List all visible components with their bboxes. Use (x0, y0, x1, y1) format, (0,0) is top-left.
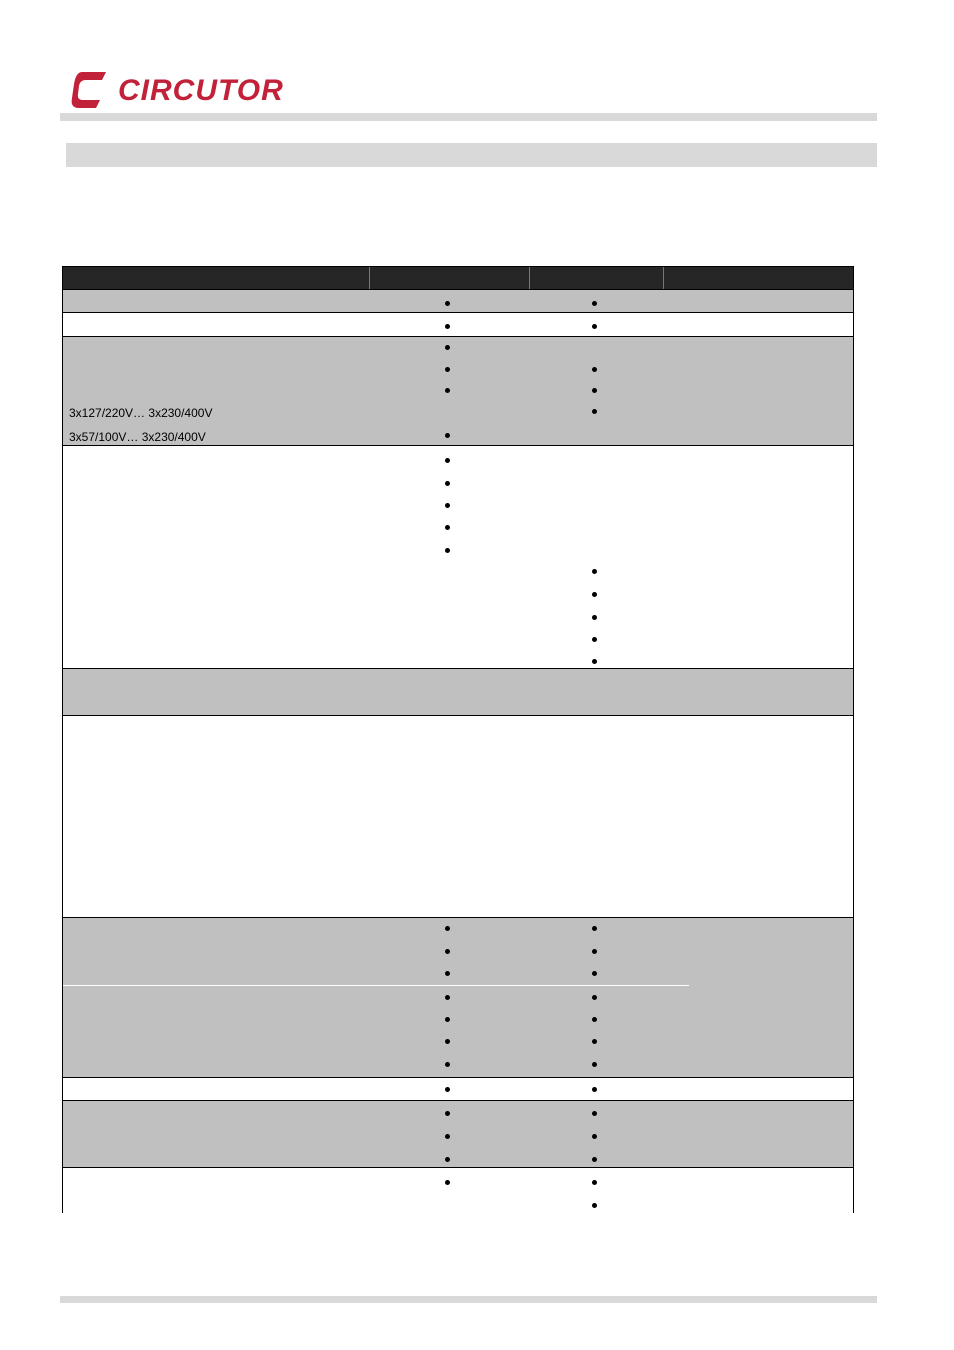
section-title-bar (66, 143, 877, 167)
bullet-dot (592, 1134, 597, 1139)
voltage-range-cell: 3x127/220V… 3x230/400V (69, 406, 213, 420)
table-row (63, 1168, 853, 1213)
table-row (63, 1100, 853, 1168)
table-row (63, 669, 853, 715)
row-divider (63, 289, 853, 290)
comparison-table (62, 266, 854, 1213)
bullet-dot (445, 995, 450, 1000)
bullet-dot (592, 971, 597, 976)
bullet-dot (445, 301, 450, 306)
bullet-dot (445, 433, 450, 438)
bullet-dot (445, 1134, 450, 1139)
bullet-dot (445, 1087, 450, 1092)
circutor-logo-icon (70, 68, 114, 112)
row-divider (63, 668, 853, 669)
bullet-dot (592, 1180, 597, 1185)
bullet-dot (445, 525, 450, 530)
bullet-dot (592, 659, 597, 664)
table-row (63, 446, 853, 669)
bullet-dot (592, 569, 597, 574)
bullet-dot (592, 615, 597, 620)
footer-rule (60, 1296, 877, 1303)
bullet-dot (445, 926, 450, 931)
bullet-dot (445, 345, 450, 350)
bullet-dot (592, 1157, 597, 1162)
bullet-dot (445, 548, 450, 553)
bullet-dot (445, 1111, 450, 1116)
bullet-dot (445, 1039, 450, 1044)
bullet-dot (592, 995, 597, 1000)
header-rule (60, 113, 877, 121)
bullet-dot (445, 503, 450, 508)
table-row (63, 1077, 853, 1100)
row-divider (63, 917, 853, 918)
bullet-dot (445, 1157, 450, 1162)
bullet-dot (592, 409, 597, 414)
table-header (63, 267, 853, 289)
bullet-dot (445, 481, 450, 486)
row-divider (63, 312, 853, 313)
row-divider (63, 336, 853, 337)
bullet-dot (592, 388, 597, 393)
row-divider (63, 445, 853, 446)
bullet-dot (445, 367, 450, 372)
bullet-dot (592, 592, 597, 597)
bullet-dot (592, 324, 597, 329)
bullet-dot (592, 1203, 597, 1208)
bullet-dot (592, 301, 597, 306)
bullet-dot (592, 1062, 597, 1067)
brand-name: CIRCUTOR (118, 74, 284, 107)
row-divider (63, 1100, 853, 1101)
bullet-dot (592, 637, 597, 642)
bullet-dot (445, 458, 450, 463)
bullet-dot (592, 949, 597, 954)
bullet-dot (592, 926, 597, 931)
table-row (63, 313, 853, 336)
row-divider (63, 1167, 853, 1168)
voltage-range-cell: 3x57/100V… 3x230/400V (69, 430, 206, 444)
header-separator (369, 267, 370, 289)
table-row (63, 918, 853, 1077)
bullet-dot (445, 388, 450, 393)
bullet-dot (445, 1180, 450, 1185)
row-divider (63, 715, 853, 716)
bullet-dot (592, 1111, 597, 1116)
header-separator (529, 267, 530, 289)
bullet-dot (592, 1087, 597, 1092)
bullet-dot (592, 1039, 597, 1044)
bullet-dot (592, 367, 597, 372)
inner-divider (63, 985, 689, 986)
table-row (63, 715, 853, 918)
bullet-dot (445, 949, 450, 954)
header-separator (663, 267, 664, 289)
table-row (63, 336, 853, 446)
bullet-dot (445, 324, 450, 329)
circutor-logo (70, 68, 300, 114)
bullet-dot (445, 1017, 450, 1022)
table-row (63, 289, 853, 313)
bullet-dot (592, 1017, 597, 1022)
row-divider (63, 1077, 853, 1078)
bullet-dot (445, 971, 450, 976)
bullet-dot (445, 1062, 450, 1067)
